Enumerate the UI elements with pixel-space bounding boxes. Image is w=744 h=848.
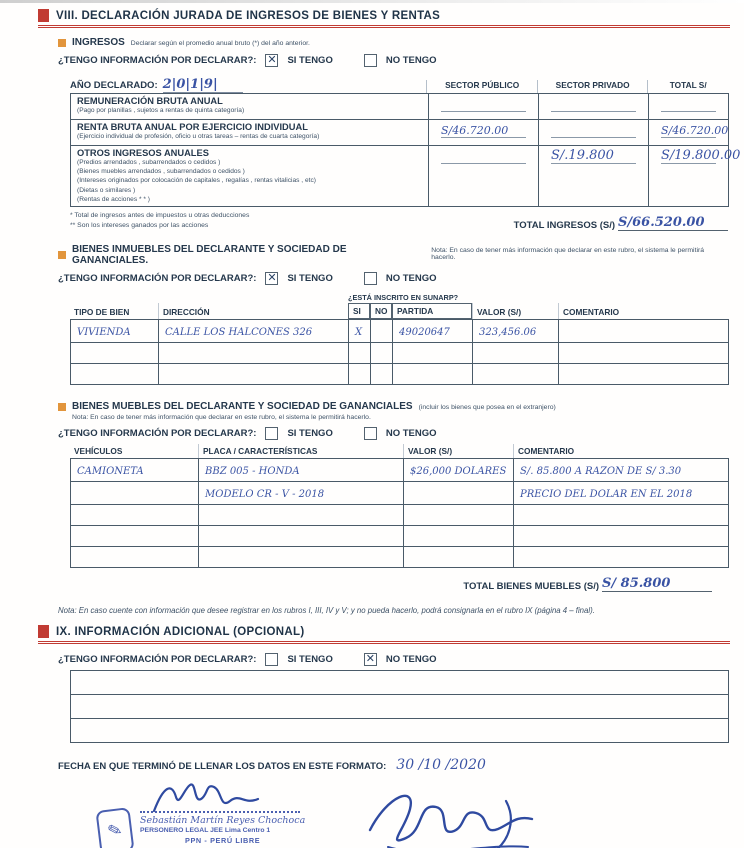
income-row-subtitle: (Pago por planillas , sujetos a rentas de quinta categoría)	[77, 107, 245, 114]
income-row-subline: (Dietas o similares )	[77, 186, 136, 194]
stamp-name: Sebastián Martín Reyes Chochoca	[140, 815, 306, 827]
ingresos-question: ¿TENGO INFORMACIÓN POR DECLARAR?:	[58, 55, 257, 66]
bullet-square-icon	[58, 39, 66, 47]
stamp-role: PERSONERO LEGAL JEE Lima Centro 1	[140, 827, 271, 835]
col-header-sector-privado: SECTOR PRIVADO	[537, 80, 648, 93]
adicional-no-checkbox[interactable]	[364, 653, 377, 666]
col-header-tipo: TIPO DE BIEN	[74, 307, 130, 318]
col-header-sector-publico: SECTOR PÚBLICO	[426, 80, 537, 93]
muebles-note: Nota: En caso de tener más información que declarar en este rubro, el sistema le permitirá hacerlo.	[72, 414, 371, 422]
fecha-value: 30 /10 /2020	[396, 757, 486, 774]
section-viii-title: VIII. DECLARACIÓN JURADA DE INGRESOS DE BIENES Y RENTAS	[56, 9, 441, 22]
table-row	[71, 719, 729, 743]
adicional-si-label: SI TENGO	[287, 654, 333, 666]
muebles-table-headers	[70, 444, 728, 458]
col-header-no: NO	[370, 303, 392, 319]
col-header-comentario: COMENTARIO	[513, 444, 728, 458]
col-header-direccion: DIRECCIÓN	[158, 303, 348, 319]
adicional-question-row	[58, 653, 730, 666]
muebles-si-label: SI TENGO	[287, 428, 333, 440]
ingresos-no-checkbox[interactable]	[364, 54, 377, 67]
table-row	[71, 320, 729, 343]
cell-value: S/46.720.00	[661, 124, 729, 137]
sunarp-label: ¿ESTÁ INSCRITO EN SUNARP?	[348, 293, 459, 303]
pencil-glyph: ✎	[105, 819, 125, 844]
muebles-question: ¿TENGO INFORMACIÓN POR DECLARAR?:	[58, 428, 257, 440]
muebles-si-checkbox[interactable]	[265, 427, 278, 440]
signature-right	[358, 785, 548, 848]
table-row	[71, 671, 729, 695]
anio-declarado-label: AÑO DECLARADO:	[70, 80, 158, 91]
footnote-1: * Total de ingresos antes de impuestos u otras deducciones	[70, 212, 250, 220]
cell-vehiculo: CAMIONETA	[77, 466, 144, 478]
adicional-question: ¿TENGO INFORMACIÓN POR DECLARAR?:	[58, 654, 257, 666]
muebles-title: BIENES MUEBLES DEL DECLARANTE Y SOCIEDAD DE GANANCIALES	[72, 401, 413, 413]
table-row	[71, 505, 729, 526]
check-mark-icon: ✕	[365, 653, 375, 666]
muebles-no-label: NO TENGO	[385, 428, 437, 440]
table-row	[71, 94, 729, 120]
col-header-placa: PLACA / CARACTERÍSTICAS	[198, 444, 403, 458]
ingresos-si-checkbox[interactable]	[265, 54, 278, 67]
income-row-subline: (Rentas de acciones * * )	[77, 195, 150, 203]
income-table-headers	[70, 77, 728, 93]
ingresos-heading	[58, 37, 730, 48]
section-ix-title: IX. INFORMACIÓN ADICIONAL (OPCIONAL)	[56, 625, 305, 638]
table-row	[71, 364, 729, 385]
total-muebles-label: TOTAL BIENES MUEBLES (S/)	[463, 581, 599, 593]
section-marker-icon	[38, 625, 49, 638]
cell-comentario: PRECIO DEL DOLAR EN EL 2018	[520, 489, 693, 501]
footnote-2: ** Son los intereses ganados por las acciones	[70, 222, 209, 230]
bullet-square-icon	[58, 251, 66, 259]
col-header-valor: VALOR (S/)	[472, 303, 558, 319]
nota-rubros: Nota: En caso cuente con información que desee registrar en los rubros I, III, IV y V; y no pueda hacerlo, podrá consignarla en el rubro IX (página 4 – final).	[58, 606, 595, 616]
income-row-title: REMUNERACIÓN BRUTA ANUAL	[77, 96, 223, 106]
adicional-table	[70, 670, 729, 743]
cell-valor: 323,456.06	[479, 327, 537, 339]
cell-value: S/.19.800	[551, 148, 614, 163]
ingresos-no-label: NO TENGO	[385, 55, 437, 66]
cell-placa: BBZ 005 - HONDA	[205, 466, 300, 478]
anio-declarado-value: 2|0|1|9|	[163, 77, 243, 93]
inmuebles-table	[70, 319, 729, 385]
cell-partida: 49020647	[399, 327, 450, 339]
inmuebles-si-label: SI TENGO	[287, 273, 333, 285]
cell-value: S/19.800.00	[661, 148, 741, 163]
muebles-table	[70, 458, 729, 568]
table-row	[71, 482, 729, 505]
section-viii-header	[38, 9, 730, 28]
ingresos-si-label: SI TENGO	[287, 55, 333, 66]
inmuebles-heading	[58, 244, 730, 266]
cell-placa: MODELO CR - V - 2018	[205, 489, 325, 501]
muebles-title-paren: (incluir los bienes que posea en el extranjero)	[418, 404, 556, 412]
inmuebles-table-headers	[70, 303, 728, 319]
table-row	[71, 343, 729, 364]
income-footer	[70, 211, 728, 231]
fecha-label: FECHA EN QUE TERMINÓ DE LLENAR LOS DATOS EN ESTE FORMATO:	[58, 761, 387, 773]
cell-valor: $26,000 DOLARES	[410, 466, 507, 478]
col-header-partida: PARTIDA	[392, 303, 472, 319]
total-ingresos-value: S/66.520.00	[618, 215, 728, 231]
muebles-question-row	[58, 427, 730, 440]
income-row-subline: (Intereses originados por colocación de capitales , regalías , rentas vitalicias , etc)	[77, 177, 316, 185]
muebles-heading	[58, 401, 730, 412]
income-row-subtitle: (Ejercicio individual de profesión, oficio u otras tareas – rentas de cuarta categoría)	[77, 133, 320, 140]
table-row	[71, 120, 729, 146]
signature-left	[146, 779, 266, 817]
inmuebles-no-label: NO TENGO	[385, 273, 437, 285]
inmuebles-question-row	[58, 272, 730, 285]
col-header-si: SI	[348, 303, 370, 319]
table-row	[71, 547, 729, 568]
total-ingresos-label: TOTAL INGRESOS (S/)	[513, 220, 615, 232]
income-row-subline: (Bienes muebles arrendados , subarrendados o cedidos )	[77, 168, 245, 176]
cell-si: X	[355, 327, 363, 339]
table-row	[71, 695, 729, 719]
col-header-total: TOTAL S/	[647, 80, 728, 93]
fecha-row	[58, 757, 730, 773]
legal-stamp	[98, 783, 328, 848]
bullet-square-icon	[58, 403, 66, 411]
inmuebles-no-checkbox[interactable]	[364, 272, 377, 285]
income-row-subline: (Predios arrendados , subarrendados o cedidos )	[77, 159, 221, 166]
inmuebles-note: Nota: En caso de tener más información que declarar en este rubro, el sistema le permitirá hacerlo.	[431, 247, 705, 262]
cell-tipo: VIVIENDA	[77, 327, 131, 339]
col-header-comentario: COMENTARIO	[558, 303, 728, 319]
table-row	[71, 146, 729, 207]
col-header-vehiculos: VEHÍCULOS	[74, 446, 123, 457]
adicional-si-checkbox[interactable]	[265, 653, 278, 666]
inmuebles-title: BIENES INMUEBLES DEL DECLARANTE Y SOCIEDAD DE GANANCIALES.	[72, 244, 347, 267]
table-row	[71, 526, 729, 547]
ingresos-label: INGRESOS	[72, 37, 125, 48]
pencil-icon	[95, 808, 134, 848]
total-muebles-value: S/ 85.800	[602, 576, 712, 592]
table-row	[71, 459, 729, 482]
cell-value: S/46.720.00	[441, 124, 509, 137]
income-row-title: OTROS INGRESOS ANUALES	[77, 148, 209, 158]
ingresos-question-row	[58, 54, 730, 67]
stamp-party: PPN - PERÚ LIBRE	[184, 836, 261, 846]
ingresos-desc: Declarar según el promedio anual bruto (*) del año anterior.	[130, 40, 310, 47]
check-mark-icon: ✕	[267, 54, 277, 66]
check-mark-icon: ✕	[267, 272, 277, 285]
section-ix-header	[38, 625, 730, 644]
section-marker-icon	[38, 9, 49, 22]
signatures-area	[38, 779, 730, 848]
inmuebles-si-checkbox[interactable]	[265, 272, 278, 285]
income-table	[70, 93, 741, 207]
inmuebles-question: ¿TENGO INFORMACIÓN POR DECLARAR?:	[58, 273, 257, 285]
col-header-valor: VALOR (S/)	[403, 444, 513, 458]
cell-direccion: CALLE LOS HALCONES 326	[165, 327, 313, 339]
adicional-no-label: NO TENGO	[385, 654, 437, 666]
muebles-no-checkbox[interactable]	[364, 427, 377, 440]
income-row-title: RENTA BRUTA ANUAL POR EJERCICIO INDIVIDUAL	[77, 122, 308, 132]
cell-comentario: S/. 85.800 A RAZON DE S/ 3.30	[520, 466, 682, 478]
